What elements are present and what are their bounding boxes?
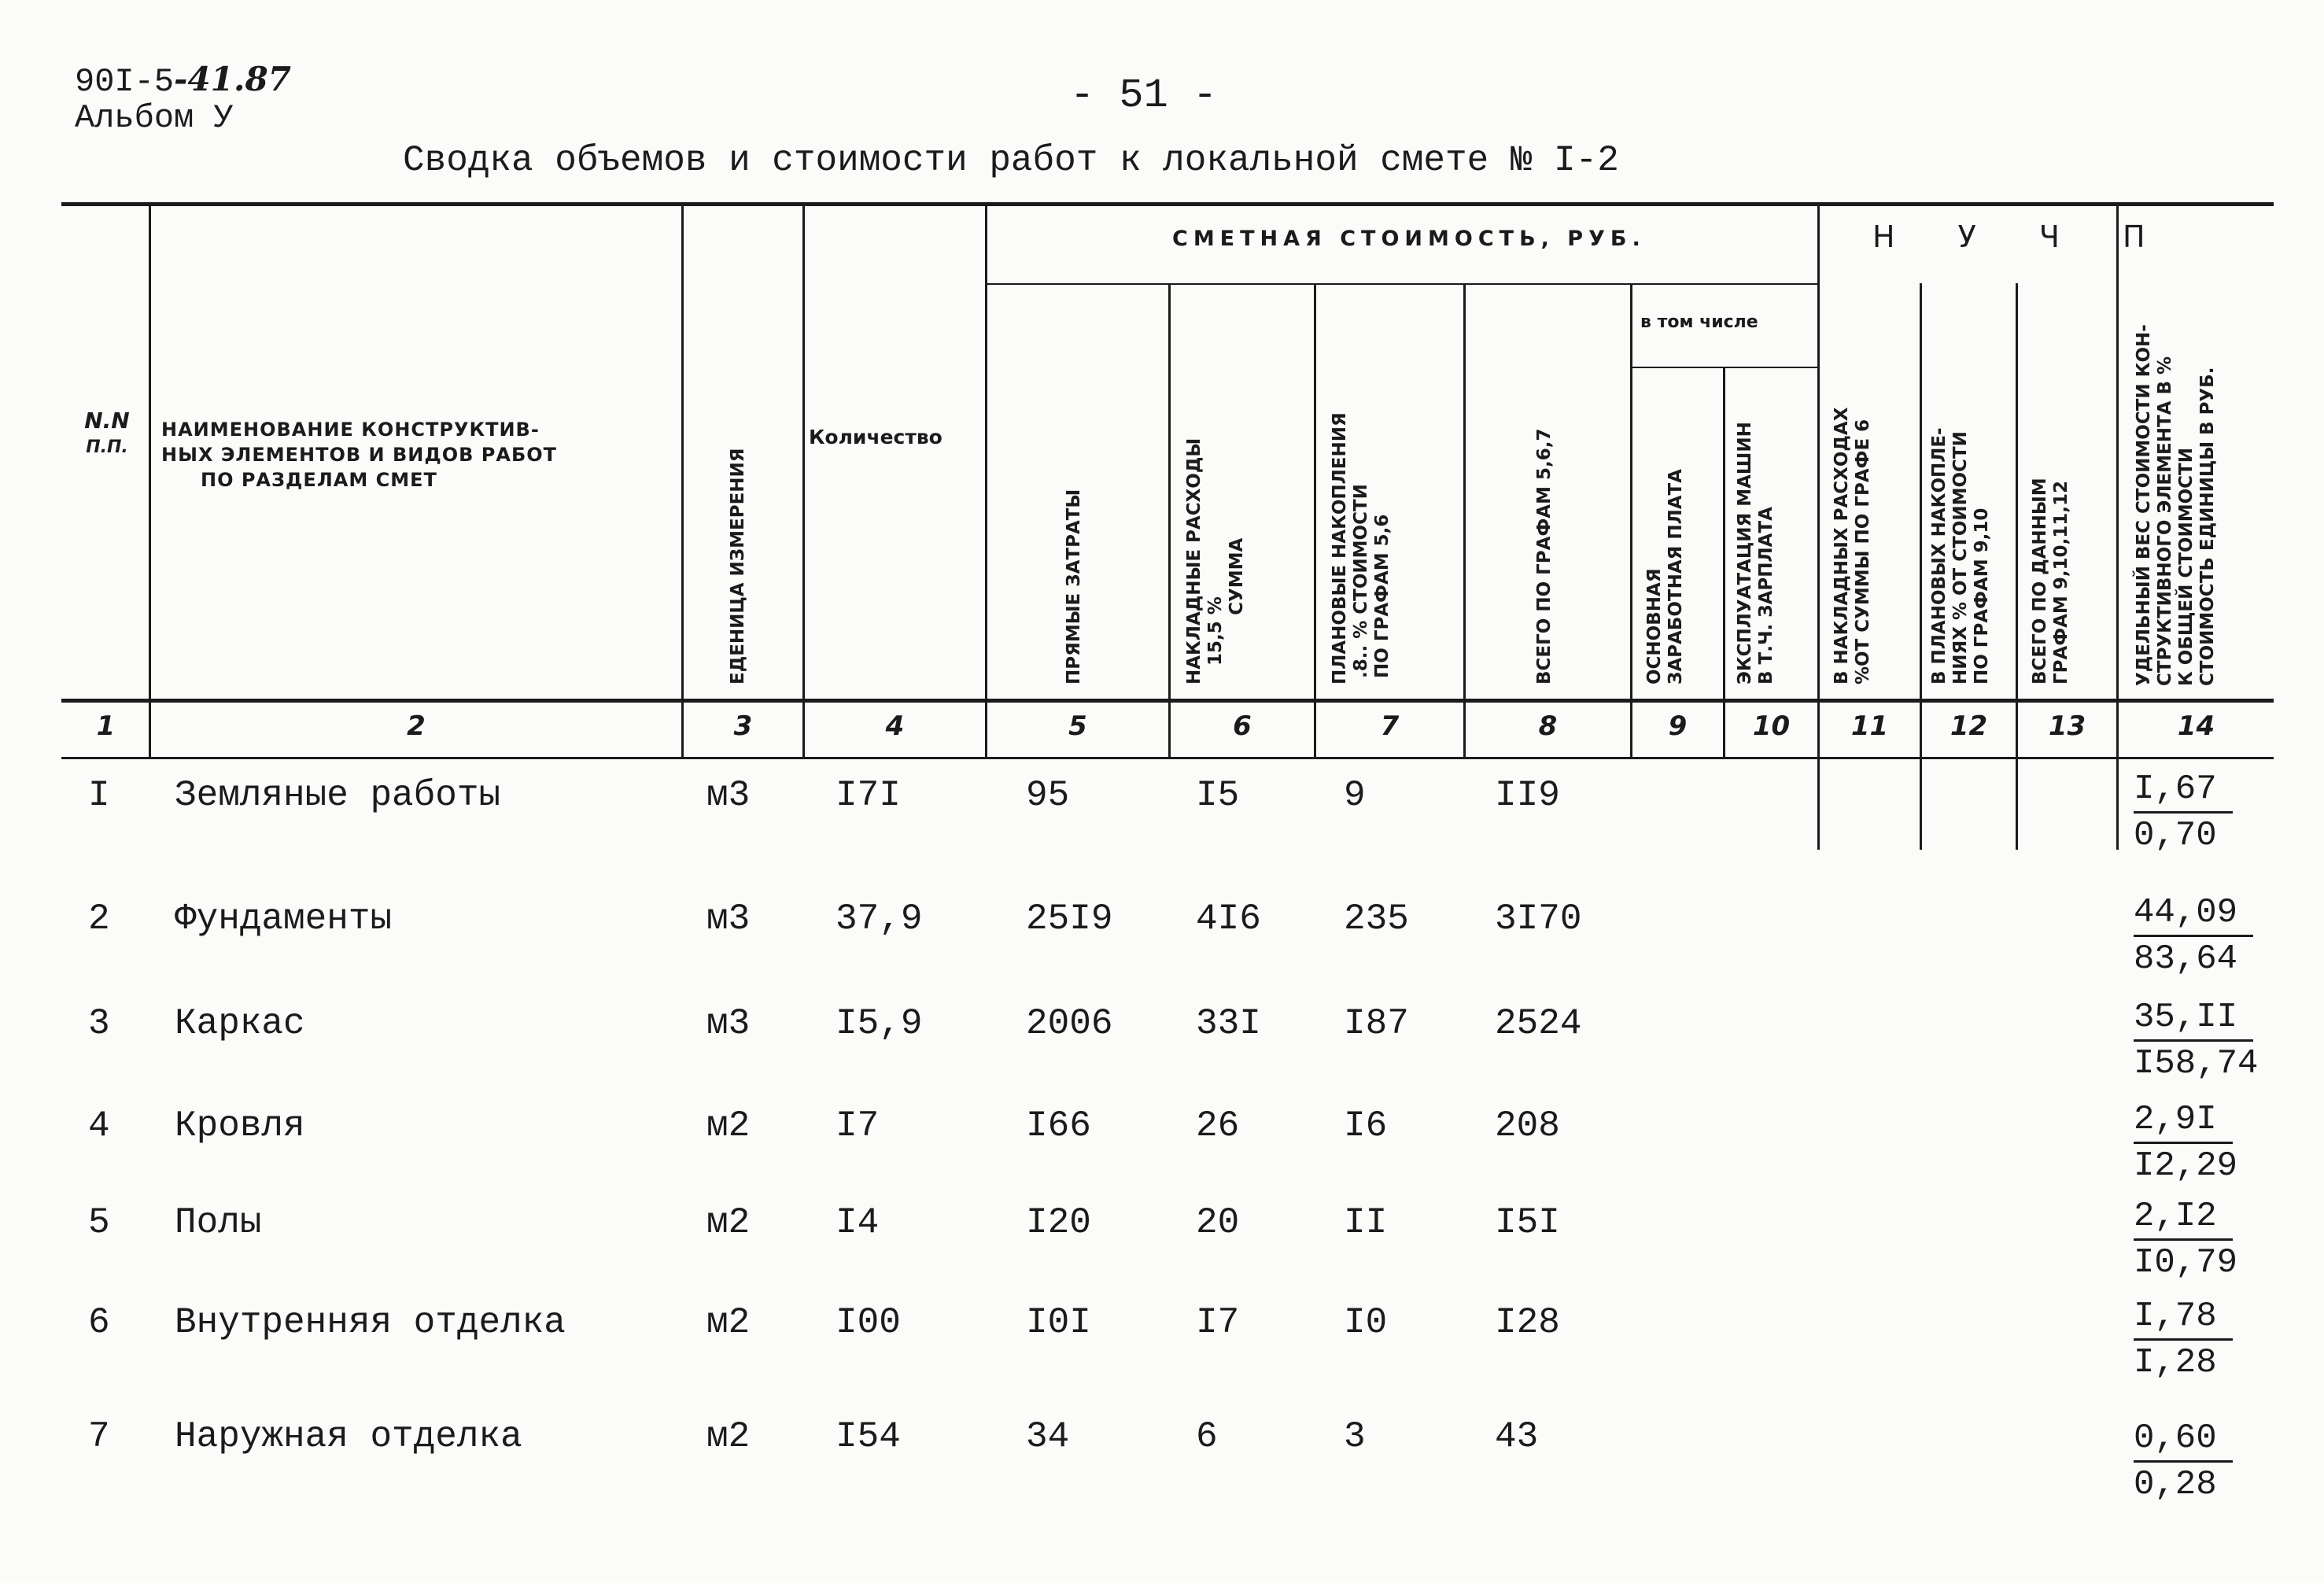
header-col13: ВСЕГО ПО ДАННЫМ ГРАФАМ 9,10,11,12 [2030,478,2071,684]
header-col2-line2: НЫХ ЭЛЕМЕНТОВ И ВИДОВ РАБОТ [161,444,558,466]
row-total: 43 [1495,1416,1539,1457]
row-direct-cost: I20 [1026,1202,1091,1243]
row-number: 7 [88,1416,110,1457]
header-col7: ПЛАНОВЫЕ НАКОПЛЕНИЯ .8.. % СТОИМОСТИ ПО ГРАФАМ 5,6 [1330,412,1393,684]
column-number: 6 [1233,710,1252,742]
row-unit-cost: I,28 [2134,1343,2217,1382]
row-name: Полы [175,1202,262,1243]
document-code [75,61,291,136]
row-direct-cost: 2006 [1026,1003,1113,1044]
header-col8: ВСЕГО ПО ГРАФАМ 5,6,7 [1534,428,1555,684]
row-qty: I4 [836,1202,880,1243]
page-title: Сводка объемов и стоимости работ к локальной смете № I-2 [403,140,1619,181]
row-overhead: 20 [1196,1202,1240,1243]
row-planned-savings: 235 [1344,899,1409,939]
row-share-percent: 35,II [2134,995,2253,1042]
row-planned-savings: I87 [1344,1003,1409,1044]
row-planned-savings: II [1344,1202,1388,1243]
row-name: Земляные работы [175,775,501,816]
row-share-percent: 44,09 [2134,891,2253,937]
header-col1 [68,409,146,456]
row-share-fraction [2134,891,2253,981]
row-unit-cost: 0,70 [2134,816,2217,855]
header-col2-line3: ПО РАЗДЕЛАМ СМЕТ [201,469,437,491]
row-share-percent: 0,60 [2134,1416,2233,1463]
column-number: 8 [1538,710,1558,742]
row-qty: I00 [836,1302,901,1343]
column-number: 5 [1068,710,1087,742]
row-overhead: 4I6 [1196,899,1261,939]
row-number: 5 [88,1202,110,1243]
row-share-fraction [2134,995,2258,1086]
row-direct-cost: 95 [1026,775,1070,816]
header-col2 [161,417,557,493]
document-code-printed: 90I-5 [75,63,175,101]
column-number: 12 [1950,710,1988,742]
header-col4: Количество [809,426,943,448]
row-overhead: 6 [1196,1416,1218,1457]
row-overhead: I7 [1196,1302,1240,1343]
row-name: Наружная отделка [175,1416,522,1457]
row-planned-savings: 3 [1344,1416,1366,1457]
row-qty: I5,9 [836,1003,923,1044]
row-total: 2524 [1495,1003,1582,1044]
row-share-fraction [2134,767,2233,858]
header-col2-line1: НАИМЕНОВАНИЕ КОНСТРУКТИВ- [161,419,540,441]
column-number: 1 [96,710,116,742]
row-qty: I7I [836,775,901,816]
row-unit: м3 [706,775,751,816]
header-col1-line1: N.N [84,408,130,434]
row-unit-cost: 83,64 [2134,939,2238,979]
header-col3: ЕДЕНИЦА ИЗМЕРЕНИЯ [728,448,748,684]
row-share-fraction [2134,1294,2233,1385]
row-unit-cost: I2,29 [2134,1146,2238,1186]
row-unit: м2 [706,1105,751,1146]
row-direct-cost: 25I9 [1026,899,1113,939]
row-name: Внутренняя отделка [175,1302,566,1343]
row-share-fraction [2134,1416,2233,1507]
row-number: 2 [88,899,110,939]
header-col10: ЭКСПЛУАТАЦИЯ МАШИН В Т.Ч. ЗАРПЛАТА [1735,422,1776,684]
row-total: I5I [1495,1202,1560,1243]
header-subgroup: в том числе [1640,312,1758,332]
row-total: 3I70 [1495,899,1582,939]
column-number: 2 [407,710,426,742]
row-planned-savings: 9 [1344,775,1366,816]
row-unit: м3 [706,899,751,939]
row-unit-cost: I0,79 [2134,1243,2238,1282]
header-col12: В ПЛАНОВЫХ НАКОПЛЕ- НИЯХ % ОТ СТОИМОСТИ ПО ГРАФАМ 9,10 [1929,427,1992,684]
row-planned-savings: I6 [1344,1105,1388,1146]
row-qty: I54 [836,1416,901,1457]
row-total: I28 [1495,1302,1560,1343]
header-col6: НАКЛАДНЫЕ РАСХОДЫ 15,5 % СУММА [1184,437,1247,684]
row-planned-savings: I0 [1344,1302,1388,1343]
header-col14: УДЕЛЬНЫЙ ВЕС СТОИМОСТИ КОН- СТРУКТИВНОГО ЭЛЕМЕНТА В % К ОБЩЕЙ СТОИМОСТИ СТОИМОСТЬ ЕДИНИЦЫ В РУБ. [2134,324,2218,686]
row-share-percent: 2,I2 [2134,1194,2233,1241]
column-number: 10 [1752,710,1791,742]
row-share-percent: I,67 [2134,767,2233,814]
header-group-nuchp: Н У Ч П [1872,220,2172,254]
column-number: 13 [2048,710,2086,742]
column-number: 3 [733,710,753,742]
row-unit: м2 [706,1416,751,1457]
row-direct-cost: 34 [1026,1416,1070,1457]
row-qty: 37,9 [836,899,923,939]
row-share-percent: 2,9I [2134,1098,2233,1144]
page-number: - 51 - [1070,72,1218,119]
row-unit: м2 [706,1202,751,1243]
row-number: I [88,775,110,816]
row-name: Каркас [175,1003,305,1044]
row-unit-cost: I58,74 [2134,1044,2259,1083]
row-overhead: 26 [1196,1105,1240,1146]
column-number: 14 [2177,710,2215,742]
row-share-fraction [2134,1098,2237,1188]
header-col9: ОСНОВНАЯ ЗАРАБОТНАЯ ПЛАТА [1644,469,1686,684]
row-qty: I7 [836,1105,880,1146]
row-number: 4 [88,1105,110,1146]
document-code-handwritten: -41.87 [174,60,291,98]
row-direct-cost: I66 [1026,1105,1091,1146]
row-total: II9 [1495,775,1560,816]
header-group-cost: СМЕТНАЯ СТОИМОСТЬ, РУБ. [1172,227,1646,251]
row-number: 6 [88,1302,110,1343]
row-share-percent: I,78 [2134,1294,2233,1341]
column-number: 4 [885,710,905,742]
header-col11: В НАКЛАДНЫХ РАСХОДАХ %ОТ СУММЫ ПО ГРАФЕ 6 [1832,407,1873,684]
row-share-fraction [2134,1194,2237,1285]
row-overhead: I5 [1196,775,1240,816]
row-direct-cost: I0I [1026,1302,1091,1343]
row-total: 208 [1495,1105,1560,1146]
row-overhead: 33I [1196,1003,1261,1044]
row-unit-cost: 0,28 [2134,1465,2217,1504]
row-number: 3 [88,1003,110,1044]
row-name: Кровля [175,1105,305,1146]
column-number: 11 [1850,710,1889,742]
row-unit: м3 [706,1003,751,1044]
row-name: Фундаменты [175,899,393,939]
row-unit: м2 [706,1302,751,1343]
column-number: 7 [1380,710,1400,742]
header-col1-line2: П.П. [86,437,128,458]
column-number: 9 [1668,710,1688,742]
album-label: Альбом У [75,99,234,137]
header-col5: ПРЯМЫЕ ЗАТРАТЫ [1064,489,1084,684]
